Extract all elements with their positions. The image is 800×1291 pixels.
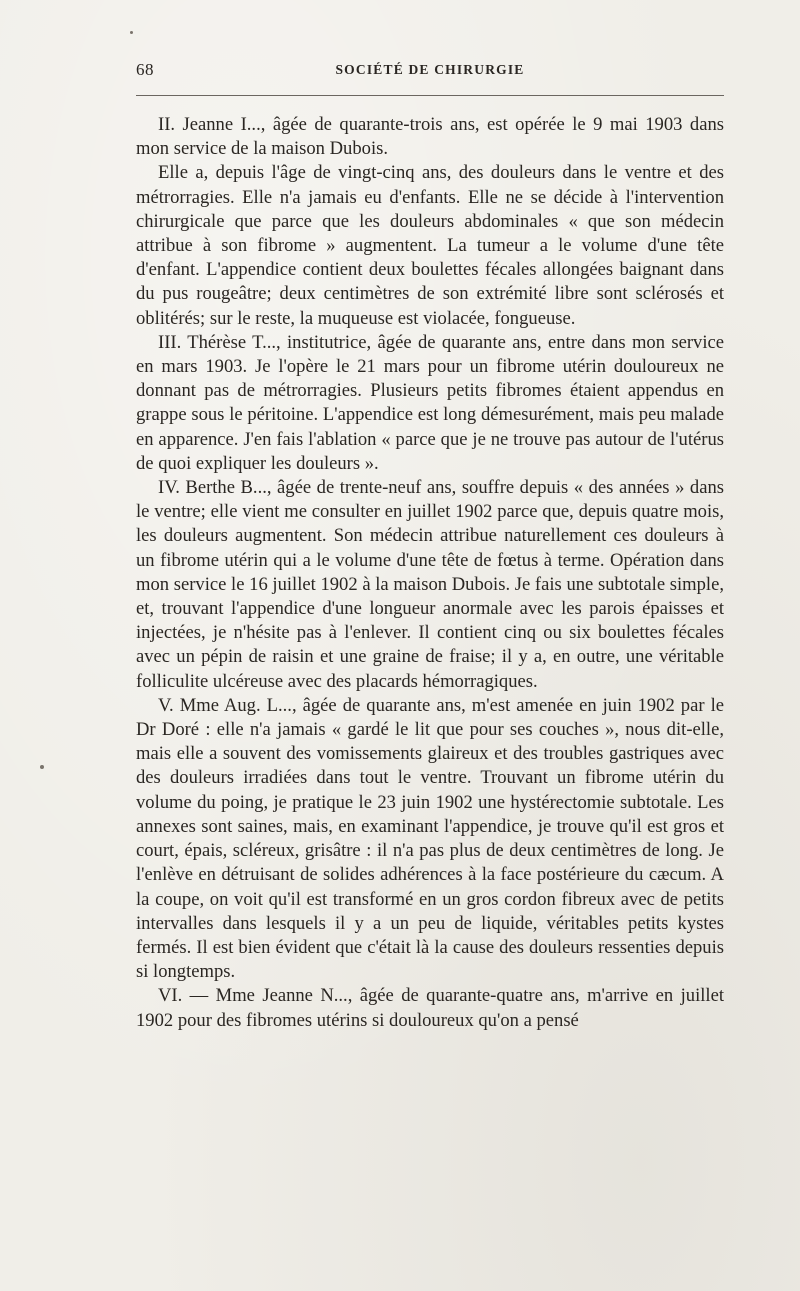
case-paragraph-vi: VI. — Mme Jeanne N..., âgée de quarante-quatre ans, m'arrive en juillet 1902 pour des fibromes utérins si douloureux qu'on a pensé [136,985,724,1031]
running-head [136,60,724,82]
case-paragraph-iv: IV. Berthe B..., âgée de trente-neuf ans, souffre depuis « des années » dans le ventre; elle vient me consulter en juillet 1902 parce que, depuis quatre mois, les douleurs augmentent. Son médecin attribue naturellement ces douleurs à un fibrome utérin qui a le volume d'une tête de fœtus à terme. Opération dans mon service le 16 juillet 1902 à la maison Dubois. Je fais une subtotale simple, et, trouvant l'appendice d'une longueur anormale avec les parois épaisses et injectées, je n'hésite pas à l'enlever. Il contient cinq ou six boulettes fécales avec un pépin de raisin et une graine de fraise; il y a, en outre, une véritable folliculite ulcéreuse avec des placards hémorragiques. [136,477,724,692]
header-rule [136,95,724,96]
page-number: 68 [136,60,154,79]
case-paragraph-ii: II. Jeanne I..., âgée de quarante-trois ans, est opérée le 9 mai 1903 dans mon service de la maison Dubois. [136,114,724,160]
body-text [136,113,724,1033]
paper-speck [130,31,133,34]
paper-speck [40,765,44,769]
running-title: SOCIÉTÉ DE CHIRURGIE [335,62,525,77]
case-paragraph-ii-continued: Elle a, depuis l'âge de vingt-cinq ans, des douleurs dans le ventre et des métrorragies. Elle n'a jamais eu d'enfants. Elle ne se décide à l'intervention chirurgicale que parce que les douleurs abdominales « que son médecin attribue à son fibrome » augmentent. La tumeur a le volume d'une tête d'enfant. L'appendice contient deux boulettes fécales allongées baignant dans du pus rougeâtre; deux centimètres de son extrémité libre sont sclérosés et oblitérés; sur le reste, la muqueuse est violacée, fongueuse. [136,162,724,329]
case-paragraph-iii: III. Thérèse T..., institutrice, âgée de quarante ans, entre dans mon service en mars 1903. Je l'opère le 21 mars pour un fibrome utérin douloureux ne donnant pas de métrorragies. Plusieurs petits fibromes étaient appendus en grappe sous le péritoine. L'appendice est long démesurément, mais peu malade en apparence. J'en fais l'ablation « parce que je ne trouve pas autour de l'utérus de quoi expliquer les douleurs ». [136,331,724,474]
case-paragraph-v: V. Mme Aug. L..., âgée de quarante ans, m'est amenée en juin 1902 par le Dr Doré : elle n'a jamais « gardé le lit que pour ses couches », nous dit-elle, mais elle a souvent des vomissements glaireux et des troubles gastriques avec des douleurs irradiées dans tout le ventre. Trouvant un fibrome utérin du volume du poing, je pratique le 23 juin 1902 une hystérectomie subtotale. Les annexes sont saines, mais, en examinant l'appendice, je trouve qu'il est gros et court, épais, scléreux, grisâtre : il n'a pas plus de deux centimètres de long. Je l'enlève en détruisant de solides adhérences à la face postérieure du cæcum. A la coupe, on voit qu'il est transformé en un gros cordon fibreux avec de petits intervalles dans lesquels il y a un peu de liquide, véritables petits kystes fermés. Il est bien évident que c'était là la cause des douleurs ressenties depuis si longtemps. [136,694,724,983]
